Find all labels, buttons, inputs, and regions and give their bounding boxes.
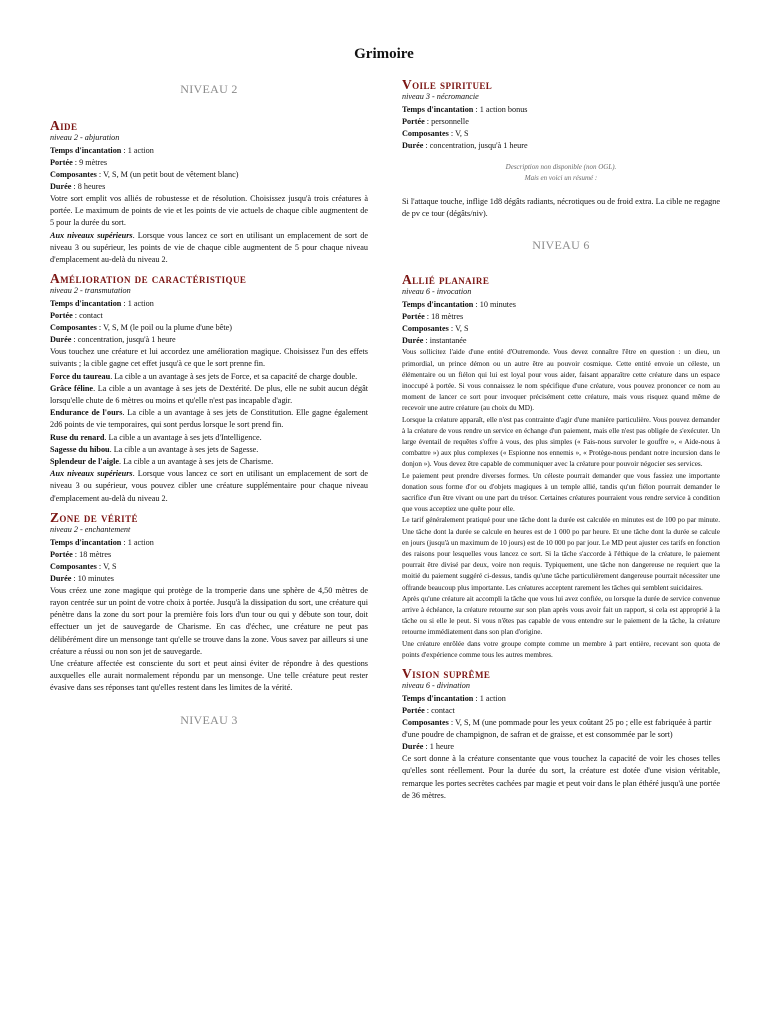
spell-subtitle: niveau 6 - divination (402, 681, 470, 691)
spell-zone-de-verite (50, 511, 368, 695)
components: Composantes : V, S, M (une pommade pour les yeux coûtant 25 po ; elle est fabriquée à partir d'une poudre de champignon, de safran et de graisse, et est consommée par le sort) (402, 718, 712, 740)
range: Portée : 9 mètres (50, 158, 108, 167)
duration: Durée : 8 heures (50, 182, 106, 191)
spell-description: Vous touchez une créature et lui accordez une amélioration magique. Choisissez l'un des effets suivants ; la cible gagne cet effet jusqu'à ce que le sort prenne fin. (50, 347, 368, 369)
spell-description-2: Une créature affectée est consciente du sort et peut ainsi éviter de répondre à des questions auxquelles elle aurait normalement répondu par un mensonge. Une telle créature peut rester évasive dans ses réponses tant qu'elles restent dans les limites de la vérité. (50, 659, 368, 693)
spell-description-4: Le tarif généralement pratiqué pour une tâche dont la durée est calculée en minutes est de 100 po par minute. Une tâche dont la durée se calcule en heures est de 1 000 po par heure. Et une tâche dont la durée se calcule en jours (jusqu'à un maximum de 10 jours) est de 10 000 po par jour. Le MD peut ajuster ces tarifs en fonction des raisons pour lesquelles vous lancez ce sort. Si la tâche s'accorde à l'éthique de la créature, le paiement pourrait être divisé par deux, voire non requis. Typiquement, une tâche non dangereuse ne requiert que la moitié du paiement suggéré ci-dessus, tandis qu'une tâche particulièrement dangereuse pourrait nécessiter une offrande beaucoup plus importante. Les créatures acceptent rarement les tâches qui semblent suicidaires. (402, 516, 720, 592)
document-title: Grimoire (354, 46, 414, 62)
spell-amelioration (50, 272, 368, 505)
components: Composantes : V, S (402, 324, 469, 334)
duration: Durée : instantanée (402, 336, 467, 346)
duration: Durée : 10 minutes (50, 573, 114, 583)
effect-cat: Grâce féline. La cible a un avantage à ses jets de Dextérité. De plus, elle ne subit aucun dégât lorsqu'elle chute de 6 mètres ou moins et qu'elle n'est pas incapable d'agir. (50, 383, 368, 406)
spell-allie-planaire (402, 273, 720, 661)
spell-vision-supreme (402, 667, 720, 802)
duration: Durée : concentration, jusqu'à 1 heure (402, 141, 528, 150)
effect-eagle: Splendeur de l'aigle. La cible a un avantage à ses jets de Charisme. (50, 457, 274, 467)
spell-description: Vous sollicitez l'aide d'une entité d'Outremonde. Vous devez connaître l'être en question : un dieu, un primordial, un prince démon ou un autre être au pouvoir cosmique. Cette entité envoie un céleste, un élémentaire ou un fiélon qui lui est loyal pour vous aider, faisant apparaître cette créature dans un espace inoccupé à portée. Si vous connaissez le nom spécifique d'une créature, vous pouvez prononcer ce nom au moment de lancer ce sort pour invoquer précisément cette créature, mais vous risquez quand même de recevoir une autre créature (au choix du MD). (402, 348, 720, 413)
higher-levels: Aux niveaux supérieurs. Lorsque vous lancez ce sort en utilisant un emplacement de sort de niveau 3 ou supérieur, les points de vie de chaque cible augmentent de 5 pour chaque niveau d'emplacement au-delà du niveau 2. (50, 230, 368, 265)
spell-description-5: Après qu'une créature ait accompli la tâche que vous lui avez confiée, ou lorsque la durée de service convenue arrive à échéance, la créature retourne sur son plan après vous avoir fait un rapport, si cela est approprié à la tâche ou si elle le peut. Si vous n'êtes pas capable de vous entendre sur le paiement de la tâche, la créature retourne immédiatement dans son plan d'origine. (402, 594, 720, 637)
spell-subtitle: niveau 2 - abjuration (50, 133, 120, 142)
casting-time: Temps d'incantation : 1 action (402, 694, 506, 704)
effect-fox: Ruse du renard. La cible a un avantage à ses jets d'Intelligence. (50, 432, 262, 442)
components: Composantes : V, S, M (le poil ou la plume d'une bête) (50, 323, 232, 333)
components: Composantes : V, S, M (un petit bout de vêtement blanc) (50, 170, 239, 179)
duration: Durée : concentration, jusqu'à 1 heure (50, 335, 176, 345)
casting-time: Temps d'incantation : 1 action (50, 146, 154, 155)
spell-name: Amélioration de caractéristique (50, 271, 247, 287)
spell-description-2: Lorsque la créature apparaît, elle n'est pas contrainte d'agir d'une manière particulière. Vous pouvez demander à la créature de vous rendre un service en échange d'un paiement, mais elle n'est pas obligée de s'exécuter. Un large éventail de requêtes s'offre à vous, des plus simples (« Fais-nous survoler le gouffre », « Aide-nous à combattre ») aux plus complexes (« Espionne nos ennemis », « Protège-nous pendant notre incursion dans le donjon »). Vous devez être capable de communiquer avec la créature pour pouvoir négocier ses services. (402, 415, 720, 469)
spell-description: Si l'attaque touche, inflige 1d8 dégâts radiants, nécrotiques ou de froid extra. La cible ne regagne de pv ce tour (dégâts/niv). (402, 197, 720, 219)
casting-time: Temps d'incantation : 10 minutes (402, 300, 516, 310)
level-heading-2: NIVEAU 2 (180, 82, 238, 96)
spell-description: Vous créez une zone magique qui protège de la tromperie dans une sphère de 4,50 mètres de rayon centrée sur un point de votre choix à portée. Jusqu'à la dissipation du sort, une créature qui pénètre dans la zone du sort pour la première fois lors d'un tour ou qui y débute son tour, doit effectuer un jet de sauvegarde de Charisme. En cas d'échec, une créature ne peut pas délibérément dire un mensonge tant qu'elle se trouve dans la zone. Vous savez par ailleurs si une créature a réussi ou non son jet de sauvegarde. (50, 585, 368, 656)
effect-owl: Sagesse du hibou. La cible a un avantage à ses jets de Sagesse. (50, 444, 259, 454)
spell-name: Aide (50, 118, 78, 133)
range: Portée : contact (402, 706, 455, 716)
casting-time: Temps d'incantation : 1 action bonus (402, 105, 528, 114)
spell-subtitle: niveau 2 - transmutation (50, 286, 131, 296)
spell-subtitle: niveau 3 - nécromancie (402, 92, 479, 101)
components: Composantes : V, S (50, 561, 117, 571)
higher-levels: Aux niveaux supérieurs. Lorsque vous lancez ce sort en utilisant un emplacement de sort de niveau 3 ou supérieur, vous pouvez cibler une créature supplémentaire pour chaque niveau d'emplacement au-delà du niveau 2. (50, 469, 368, 503)
spell-description: Votre sort emplit vos alliés de robustesse et de résolution. Choisissez jusqu'à trois créatures à portée. Le maximum de points de vie et les points de vie actuels de chaque cible augmentent de 5 pour la durée du sort. (50, 194, 368, 228)
spell-subtitle: niveau 2 - enchantement (50, 524, 131, 534)
range: Portée : 18 mètres (50, 549, 112, 559)
spell-subtitle: niveau 6 - invocation (402, 287, 472, 297)
spell-name: Vision suprême (402, 666, 491, 682)
duration: Durée : 1 heure (402, 742, 455, 752)
effect-bear: Endurance de l'ours. La cible a un avantage à ses jets de Constitution. Elle gagne également 2d6 points de vie temporaires, qui sont perdus lorsque le sort prend fin. (50, 408, 368, 430)
spell-description-3: Le paiement peut prendre diverses formes. Un céleste pourrait demander que vous fassiez une importante donation sous forme d'or ou d'objets magiques à un temple allié, tandis qu'un fiélon pourrait demander le sacrifice d'un être vivant ou une part du trésor. Certaines créatures pourraient vous rendre service à condition que vous acceptiez une quête pour elle. (402, 471, 720, 514)
spell-description-6: Une créature enrôlée dans votre groupe compte comme un membre à part entière, recevant son quota de points d'expérience comme tous les autres membres. (402, 639, 720, 659)
left-column (50, 78, 368, 748)
right-column (402, 78, 720, 802)
spell-description: Ce sort donne à la créature consentante que vous touchez la capacité de voir les choses telles qu'elles sont réellement. Pour la durée du sort, la créature est dotée d'une vision véritable, remarque les portes secrètes cachées par magie et peut voir dans le plan éthéré jusqu'à une portée de 36 mètres. (402, 754, 720, 800)
spell-name: Voile spirituel (402, 77, 493, 92)
ogl-note: Description non disponible (non OGL). Mais en voici un résumé : (505, 163, 617, 182)
casting-time: Temps d'incantation : 1 action (50, 299, 154, 309)
effect-bull: Force du taureau. La cible a un avantage à ses jets de Force, et sa capacité de charge double. (50, 371, 358, 381)
components: Composantes : V, S (402, 129, 469, 138)
spell-aide (50, 119, 368, 266)
range: Portée : personnelle (402, 117, 469, 126)
level-heading-3: NIVEAU 3 (180, 712, 238, 727)
spell-name: Allié planaire (402, 272, 490, 288)
casting-time: Temps d'incantation : 1 action (50, 537, 154, 547)
spell-voile-spirituel (402, 78, 720, 220)
spell-name: Zone de vérité (50, 509, 138, 525)
level-heading-6: NIVEAU 6 (532, 238, 590, 253)
range: Portée : contact (50, 311, 103, 321)
range: Portée : 18 mètres (402, 312, 464, 322)
